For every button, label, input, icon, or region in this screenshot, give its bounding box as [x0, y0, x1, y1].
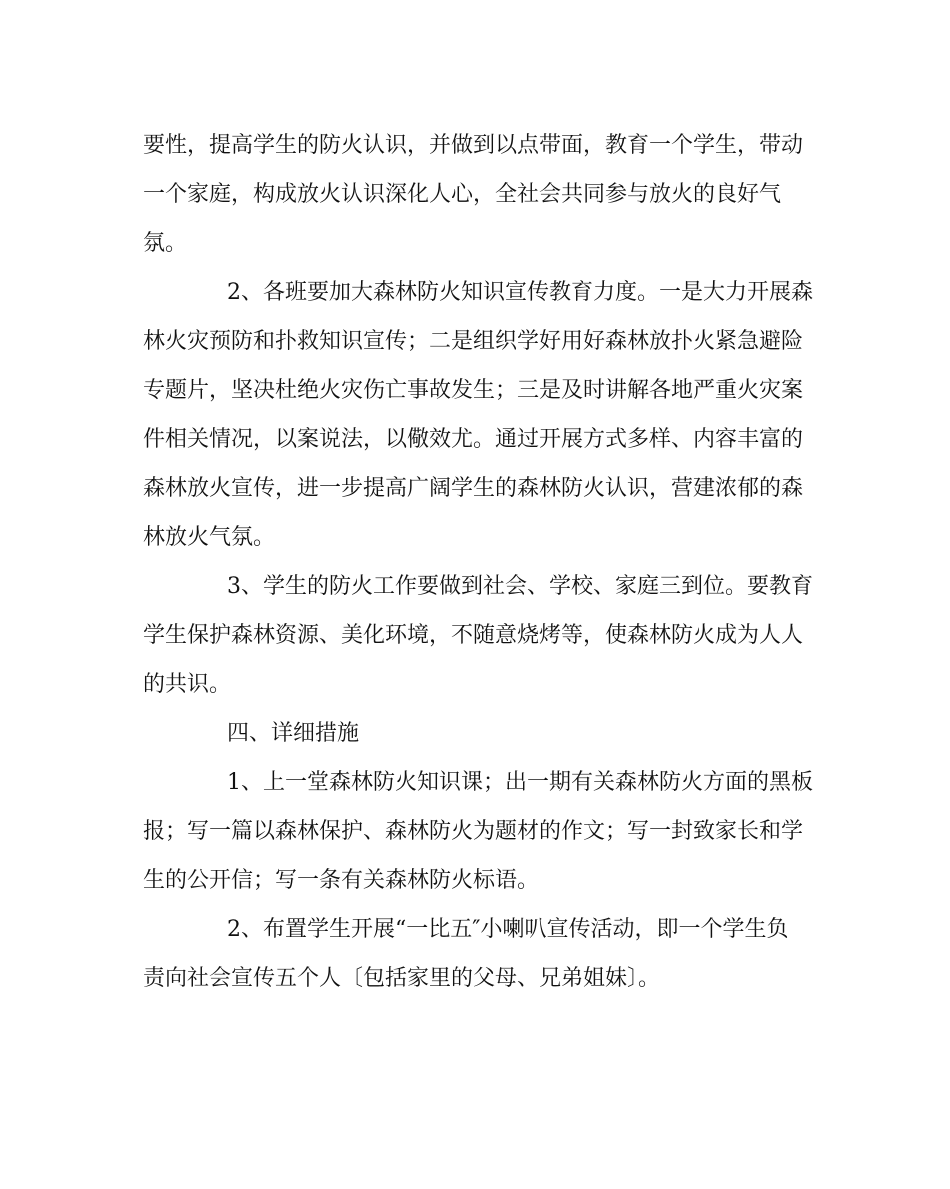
document-body: [143, 121, 813, 1003]
text-line: 林火灾预防和扑救知识宣传；二是组织学好用好森林放扑火紧急避险: [143, 329, 804, 354]
text-line: 件相关情况，以案说法，以儆效尤。通过开展方式多样、内容丰富的: [143, 427, 804, 452]
paragraph-item-3: [143, 562, 813, 709]
text-line: 学生保护森林资源、美化环境，不随意烧烤等，使森林防火成为人人: [143, 623, 804, 648]
text-line: 生的公开信；写一条有关森林防火标语。: [143, 868, 540, 893]
text-line: 责向社会宣传五个人〔包括家里的父母、兄弟姐妹〕。: [143, 966, 661, 991]
section-heading: [143, 709, 813, 758]
text-line: 的共识。: [143, 672, 232, 697]
section-title: 四、详细措施: [227, 721, 360, 746]
text-line: 一个家庭，构成放火认识深化人心，全社会共同参与放火的良好气: [143, 182, 782, 207]
text-line: 林放火气氛。: [143, 525, 276, 550]
text-line: 1、上一堂森林防火知识课；出一期有关森林防火方面的黑板: [227, 770, 813, 795]
text-line: 要性，提高学生的防火认识，并做到以点带面，教育一个学生，带动: [143, 133, 804, 158]
text-line: 2、各班要加大森林防火知识宣传教育力度。一是大力开展森: [227, 280, 813, 305]
paragraph-importance: [143, 121, 813, 268]
paragraph-measure-2: [143, 905, 813, 1003]
text-line: 2、布置学生开展“一比五″小喇叭宣传活动，即一个学生负: [227, 917, 789, 942]
text-line: 3、学生的防火工作要做到社会、学校、家庭三到位。要教育: [227, 574, 813, 599]
text-line: 氛。: [143, 231, 188, 256]
text-line: 报；写一篇以森林保护、森林防火为题材的作文；写一封致家长和学: [143, 819, 804, 844]
text-line: 专题片，坚决杜绝火灾伤亡事故发生；三是及时讲解各地严重火灾案: [143, 378, 804, 403]
paragraph-measure-1: [143, 758, 813, 905]
text-line: 森林放火宣传，进一步提高广阔学生的森林防火认识，营建浓郁的森: [143, 476, 804, 501]
paragraph-item-2: [143, 268, 813, 562]
